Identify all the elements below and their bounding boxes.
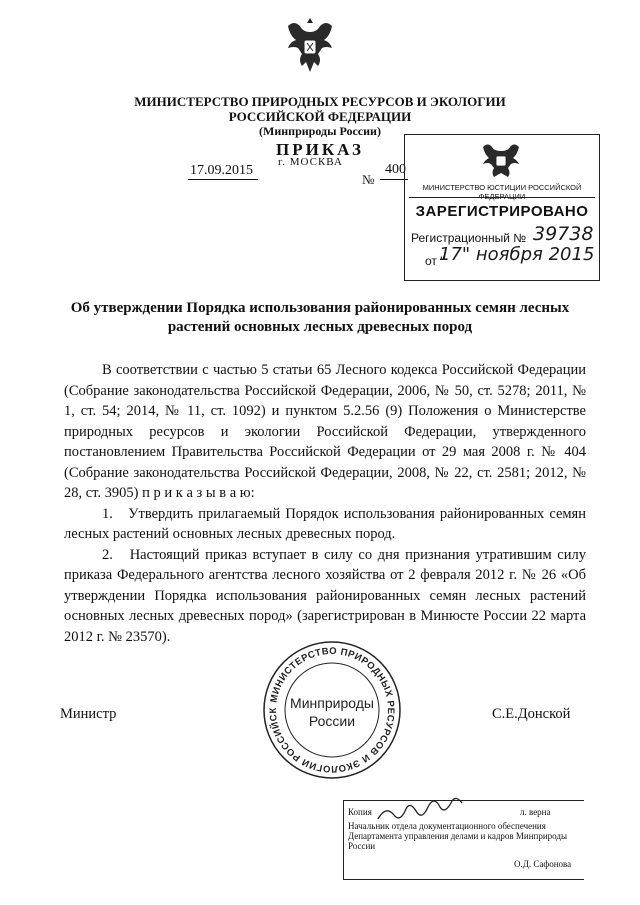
document-title bbox=[40, 299, 600, 337]
stamp-status: ЗАРЕГИСТРИРОВАНО bbox=[415, 203, 589, 220]
document-body bbox=[64, 360, 586, 647]
ministry-name-line2: РОССИЙСКОЙ ФЕДЕРАЦИИ bbox=[228, 109, 412, 124]
order-city: г. МОСКВА bbox=[278, 156, 343, 168]
date-underline bbox=[188, 179, 258, 180]
clause-2: 2. Настоящий приказ вступает в силу со дня признания утратившим силу приказа Федерального агентства лесного хозяйства от 2 февраля 2012 г. № 26 «Об утверждении Порядка использования районированных семян лесных растений основных лесных древесных пород» (зарегистрирован в Минюсте России 22 марта 2012 г. № 23570). bbox=[64, 546, 586, 645]
preamble-paragraph: В соответствии с частью 5 статьи 65 Лесного кодекса Российской Федерации (Собрание законодательства Российской Федерации, 2006, № 50, ст. 5278; 2011, № 1, ст. 54; 2014, № 11, ст. 1092) и пунктом 5.2.56 (9) Положения о Министерстве природных ресурсов и экологии Российской Федерации, утвержденного постановлением Правительства Российской Федерации от 29 мая 2008 г. № 404 (Собрание законодательства Российской Федерации, 2008, № 22, ст. 2581; 2012, № 28, ст. 3905) п р и к а з ы в а ю: bbox=[64, 362, 586, 501]
document-type: ПРИКАЗ bbox=[276, 140, 364, 159]
stamp-reg-label: Регистрационный № bbox=[411, 231, 527, 245]
ministry-header bbox=[0, 94, 640, 139]
seal-center-line2: России bbox=[308, 713, 356, 729]
copy-certifier-position: Начальник отдела документационного обеспечения Департамента управления делами и кадров Минприроды России bbox=[348, 821, 568, 851]
seal-center-line1: Минприроды bbox=[290, 695, 374, 711]
clause-1: 1. Утвердить прилагаемый Порядок использования районированных семян лесных растений основных лесных древесных пород. bbox=[64, 505, 586, 542]
copy-verified: л. верна bbox=[520, 807, 551, 817]
order-number: 400 bbox=[385, 162, 406, 177]
stamp-reg-date: 17" ноября 2015 bbox=[439, 244, 595, 265]
registration-stamp bbox=[404, 134, 600, 281]
title-line2: растений основных лесных древесных пород bbox=[167, 319, 473, 335]
ministry-short-name: (Минприроды России) bbox=[259, 124, 381, 138]
order-date: 17.09.2015 bbox=[190, 163, 253, 178]
stamp-divider bbox=[409, 197, 595, 198]
stamp-emblem bbox=[479, 137, 523, 181]
official-seal bbox=[262, 640, 402, 780]
copy-certification-box bbox=[343, 800, 584, 880]
number-sign: № bbox=[362, 172, 375, 187]
coat-of-arms-emblem bbox=[282, 12, 338, 78]
copy-word: Копия bbox=[348, 807, 372, 817]
title-line1: Об утверждении Порядка использования районированных семян лесных bbox=[70, 300, 570, 316]
signatory-position: Министр bbox=[60, 706, 117, 722]
stamp-from-label: от " bbox=[425, 254, 445, 268]
ministry-name-line1: МИНИСТЕРСТВО ПРИРОДНЫХ РЕСУРСОВ И ЭКОЛОГИИ bbox=[134, 94, 506, 109]
stamp-ministry: МИНИСТЕРСТВО ЮСТИЦИИ РОССИЙСКОЙ ФЕДЕРАЦИИ bbox=[422, 183, 582, 201]
copy-certifier-name: О.Д. Сафонова bbox=[514, 859, 572, 869]
stamp-reg-number: 39738 bbox=[533, 223, 594, 245]
signatory-name: С.Е.Донской bbox=[492, 706, 571, 722]
seal-ring-text: МИНИСТЕРСТВО ПРИРОДНЫХ РЕСУРСОВ И ЭКОЛОГИИ РОССИЙСК bbox=[267, 645, 397, 775]
